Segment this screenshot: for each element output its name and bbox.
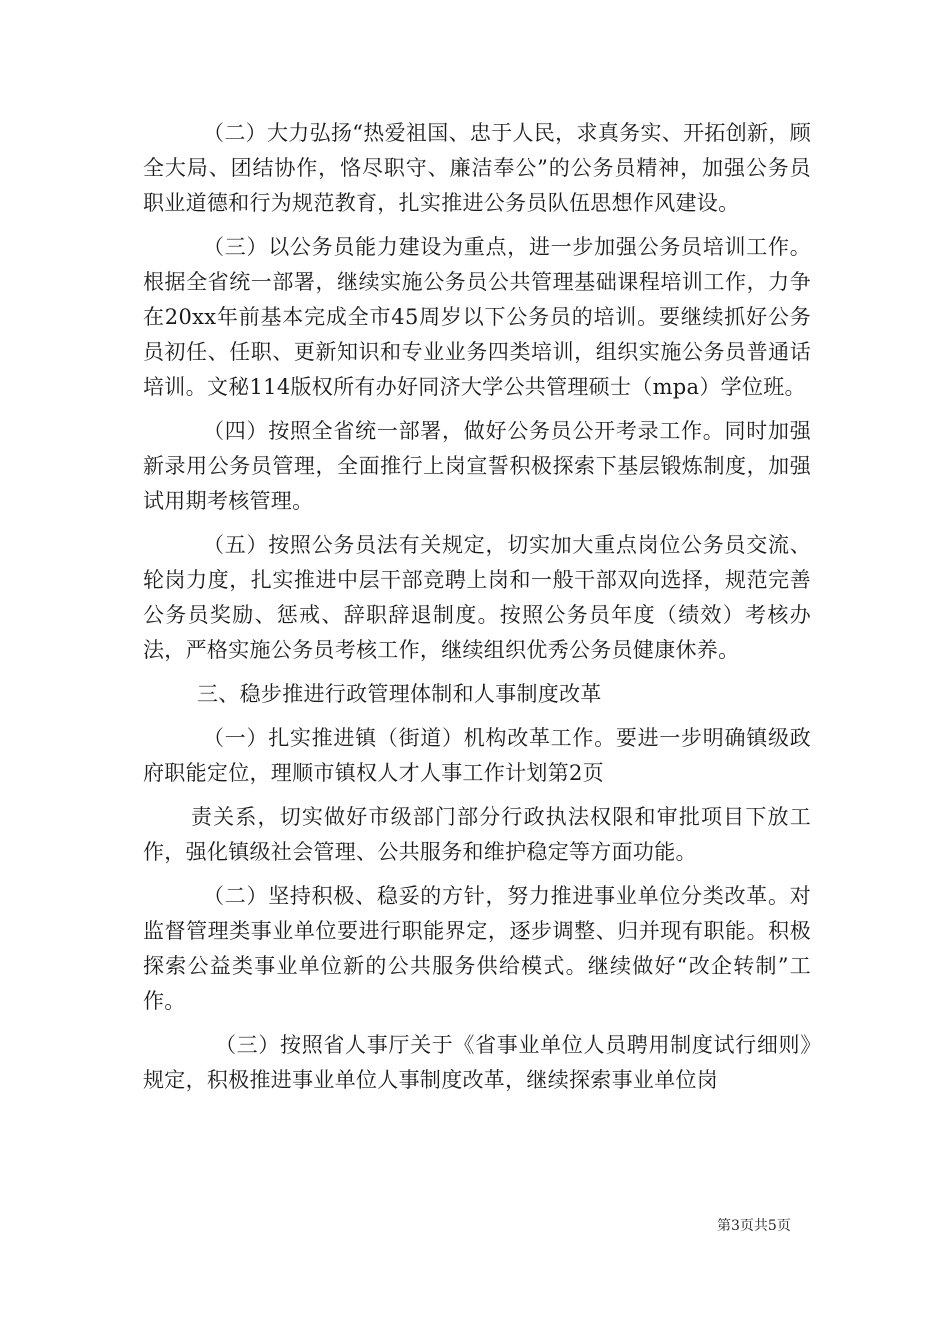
- paragraph-rotation: （五）按照公务员法有关规定，切实加大重点岗位公务员交流、轮岗力度，扎实推进中层干部竞聘上岗和一般干部双向选择，规范完善公务员奖励、惩戒、辞职辞退制度。按照公务员年度（绩效）考核办法，严格实施公务员考核工作，继续组织优秀公务员健康休养。: [143, 533, 811, 662]
- paragraph-employment-rules: （三）按照省人事厅关于《省事业单位人员聘用制度试行细则》规定，积极推进事业单位人事制度改革，继续探索事业单位岗: [143, 1033, 811, 1092]
- paragraph-recruitment: （四）按照全省统一部署，做好公务员公开考录工作。同时加强新录用公务员管理，全面推行上岗宣誓积极探索下基层锻炼制度，加强试用期考核管理。: [143, 419, 811, 513]
- paragraph-classification-reform: （二）坚持积极、稳妥的方针，努力推进事业单位分类改革。对监督管理类事业单位要进行职能界定，逐步调整、归并现有职能。积极探索公益类事业单位新的公共服务供给模式。继续做好“改企转制”工作。: [143, 884, 811, 1013]
- section-heading: 三、稳步推进行政管理体制和人事制度改革: [197, 682, 602, 706]
- paragraph-town-reform: （一）扎实推进镇（街道）机构改革工作。要进一步明确镇级政府职能定位，理顺市镇权人才人事工作计划第2页: [143, 726, 811, 785]
- paragraph-continued: 责关系，切实做好市级部门部分行政执法权限和审批项目下放工作，强化镇级社会管理、公共服务和维护稳定等方面功能。: [143, 805, 811, 864]
- page-number: 第3页共5页: [717, 1218, 791, 1234]
- document-body: [143, 116, 811, 1107]
- paragraph-training: （三）以公务员能力建设为重点，进一步加强公务员培训工作。根据全省统一部署，继续实施公务员公共管理基础课程培训工作，力争在20xx年前基本完成全市45周岁以下公务员的培训。要继续抓好公务员初任、任职、更新知识和专业业务四类培训，组织实施公务员普通话培训。文秘114版权所有办好同济大学公共管理硕士（mpa）学位班。: [143, 235, 811, 399]
- paragraph-promote-spirit: （二）大力弘扬“热爱祖国、忠于人民，求真务实、开拓创新，顾全大局、团结协作，恪尽职守、廉洁奉公”的公务员精神，加强公务员职业道德和行为规范教育，扎实推进公务员队伍思想作风建设。: [143, 121, 811, 215]
